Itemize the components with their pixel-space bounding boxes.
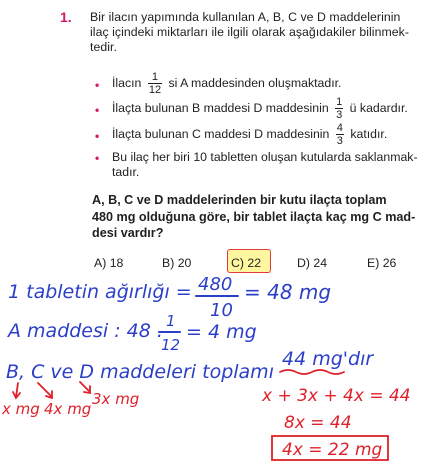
intro-line: tedir. — [90, 40, 117, 54]
option-a[interactable]: A) 18 — [94, 256, 124, 270]
intro-line: Bir ilacın yapımında kullanılan A, B, C ve D maddelerinin — [90, 10, 401, 24]
bullet-text: İlaçta bulunan C maddesi D maddesinin — [112, 126, 330, 141]
hw-x-mg-label: x mg — [2, 400, 40, 418]
hw-a-substance-result: = 4 mg — [186, 321, 257, 343]
bullet-text: si A maddesinden oluşmaktadır. — [168, 75, 342, 90]
fraction-numerator: 1 — [336, 96, 343, 108]
option-c[interactable]: C) 22 — [231, 256, 262, 270]
hw-arrow-to-4x — [38, 383, 52, 398]
fraction-denominator: 12 — [148, 84, 162, 96]
hw-a-substance-label: A maddesi : 48 . — [8, 320, 163, 342]
bullet-text: ü kadardır. — [349, 100, 408, 115]
hw-arrow-to-3x — [80, 382, 90, 393]
prompt-line: 480 mg olduğuna göre, bir tablet ilaçta kaç mg C mad- — [92, 209, 416, 224]
fraction-denominator: 3 — [336, 109, 343, 121]
option-d[interactable]: D) 24 — [297, 256, 328, 270]
hw-3x-mg-label: 3x mg — [92, 390, 140, 408]
bullet-text: Bu ilaç her biri 10 tabletten oluşan kutularda saklanmak- — [112, 150, 418, 164]
fraction-numerator: 1 — [148, 71, 162, 84]
option-e[interactable]: E) 26 — [367, 256, 397, 270]
prompt-line: desi vardır? — [92, 226, 164, 240]
fraction-denominator: 3 — [336, 135, 343, 147]
bullet-text: İlacın — [112, 75, 142, 90]
hw-equation-2: 8x = 44 — [284, 413, 352, 433]
hw-fraction-numerator: 1 — [166, 312, 176, 330]
hw-fraction-numerator: 480 — [198, 274, 233, 295]
hw-tablet-weight-result: = 48 mg — [244, 280, 332, 304]
hw-arrow-to-x — [13, 383, 20, 398]
bullet-dot: • — [95, 151, 100, 165]
bullet-dot: • — [95, 103, 100, 117]
bullet-text: katıdır. — [350, 126, 388, 141]
hw-tablet-weight-label: 1 tabletin ağırlığı = — [8, 281, 192, 303]
hw-squiggle-underline — [280, 370, 344, 374]
hw-equation-1: x + 3x + 4x = 44 — [262, 386, 411, 406]
question-number: 1. — [60, 9, 72, 25]
prompt-line: A, B, C ve D maddelerinden bir kutu ilaçta toplam — [92, 193, 387, 207]
hw-equation-3-answer: 4x = 22 mg — [282, 440, 383, 460]
hw-bcd-total-value: 44 mg'dır — [282, 348, 374, 370]
fraction-numerator: 4 — [336, 122, 343, 134]
bullet-text: İlaçta bulunan B maddesi D maddesinin — [112, 100, 329, 115]
intro-line: ilaç içindeki miktarları ile ilgili olarak aşağıdakiler bilinmek- — [90, 25, 409, 39]
hw-4x-mg-label: 4x mg — [44, 400, 92, 418]
bullet-dot: • — [95, 129, 100, 143]
bullet-dot: • — [95, 78, 100, 92]
option-b[interactable]: B) 20 — [162, 256, 192, 270]
hw-fraction-denominator: 12 — [161, 336, 181, 354]
hw-bcd-total-label: B, C ve D maddeleri toplamı — [6, 361, 274, 383]
bullet-text: tadır. — [112, 165, 140, 179]
hw-fraction-denominator: 10 — [210, 300, 233, 321]
